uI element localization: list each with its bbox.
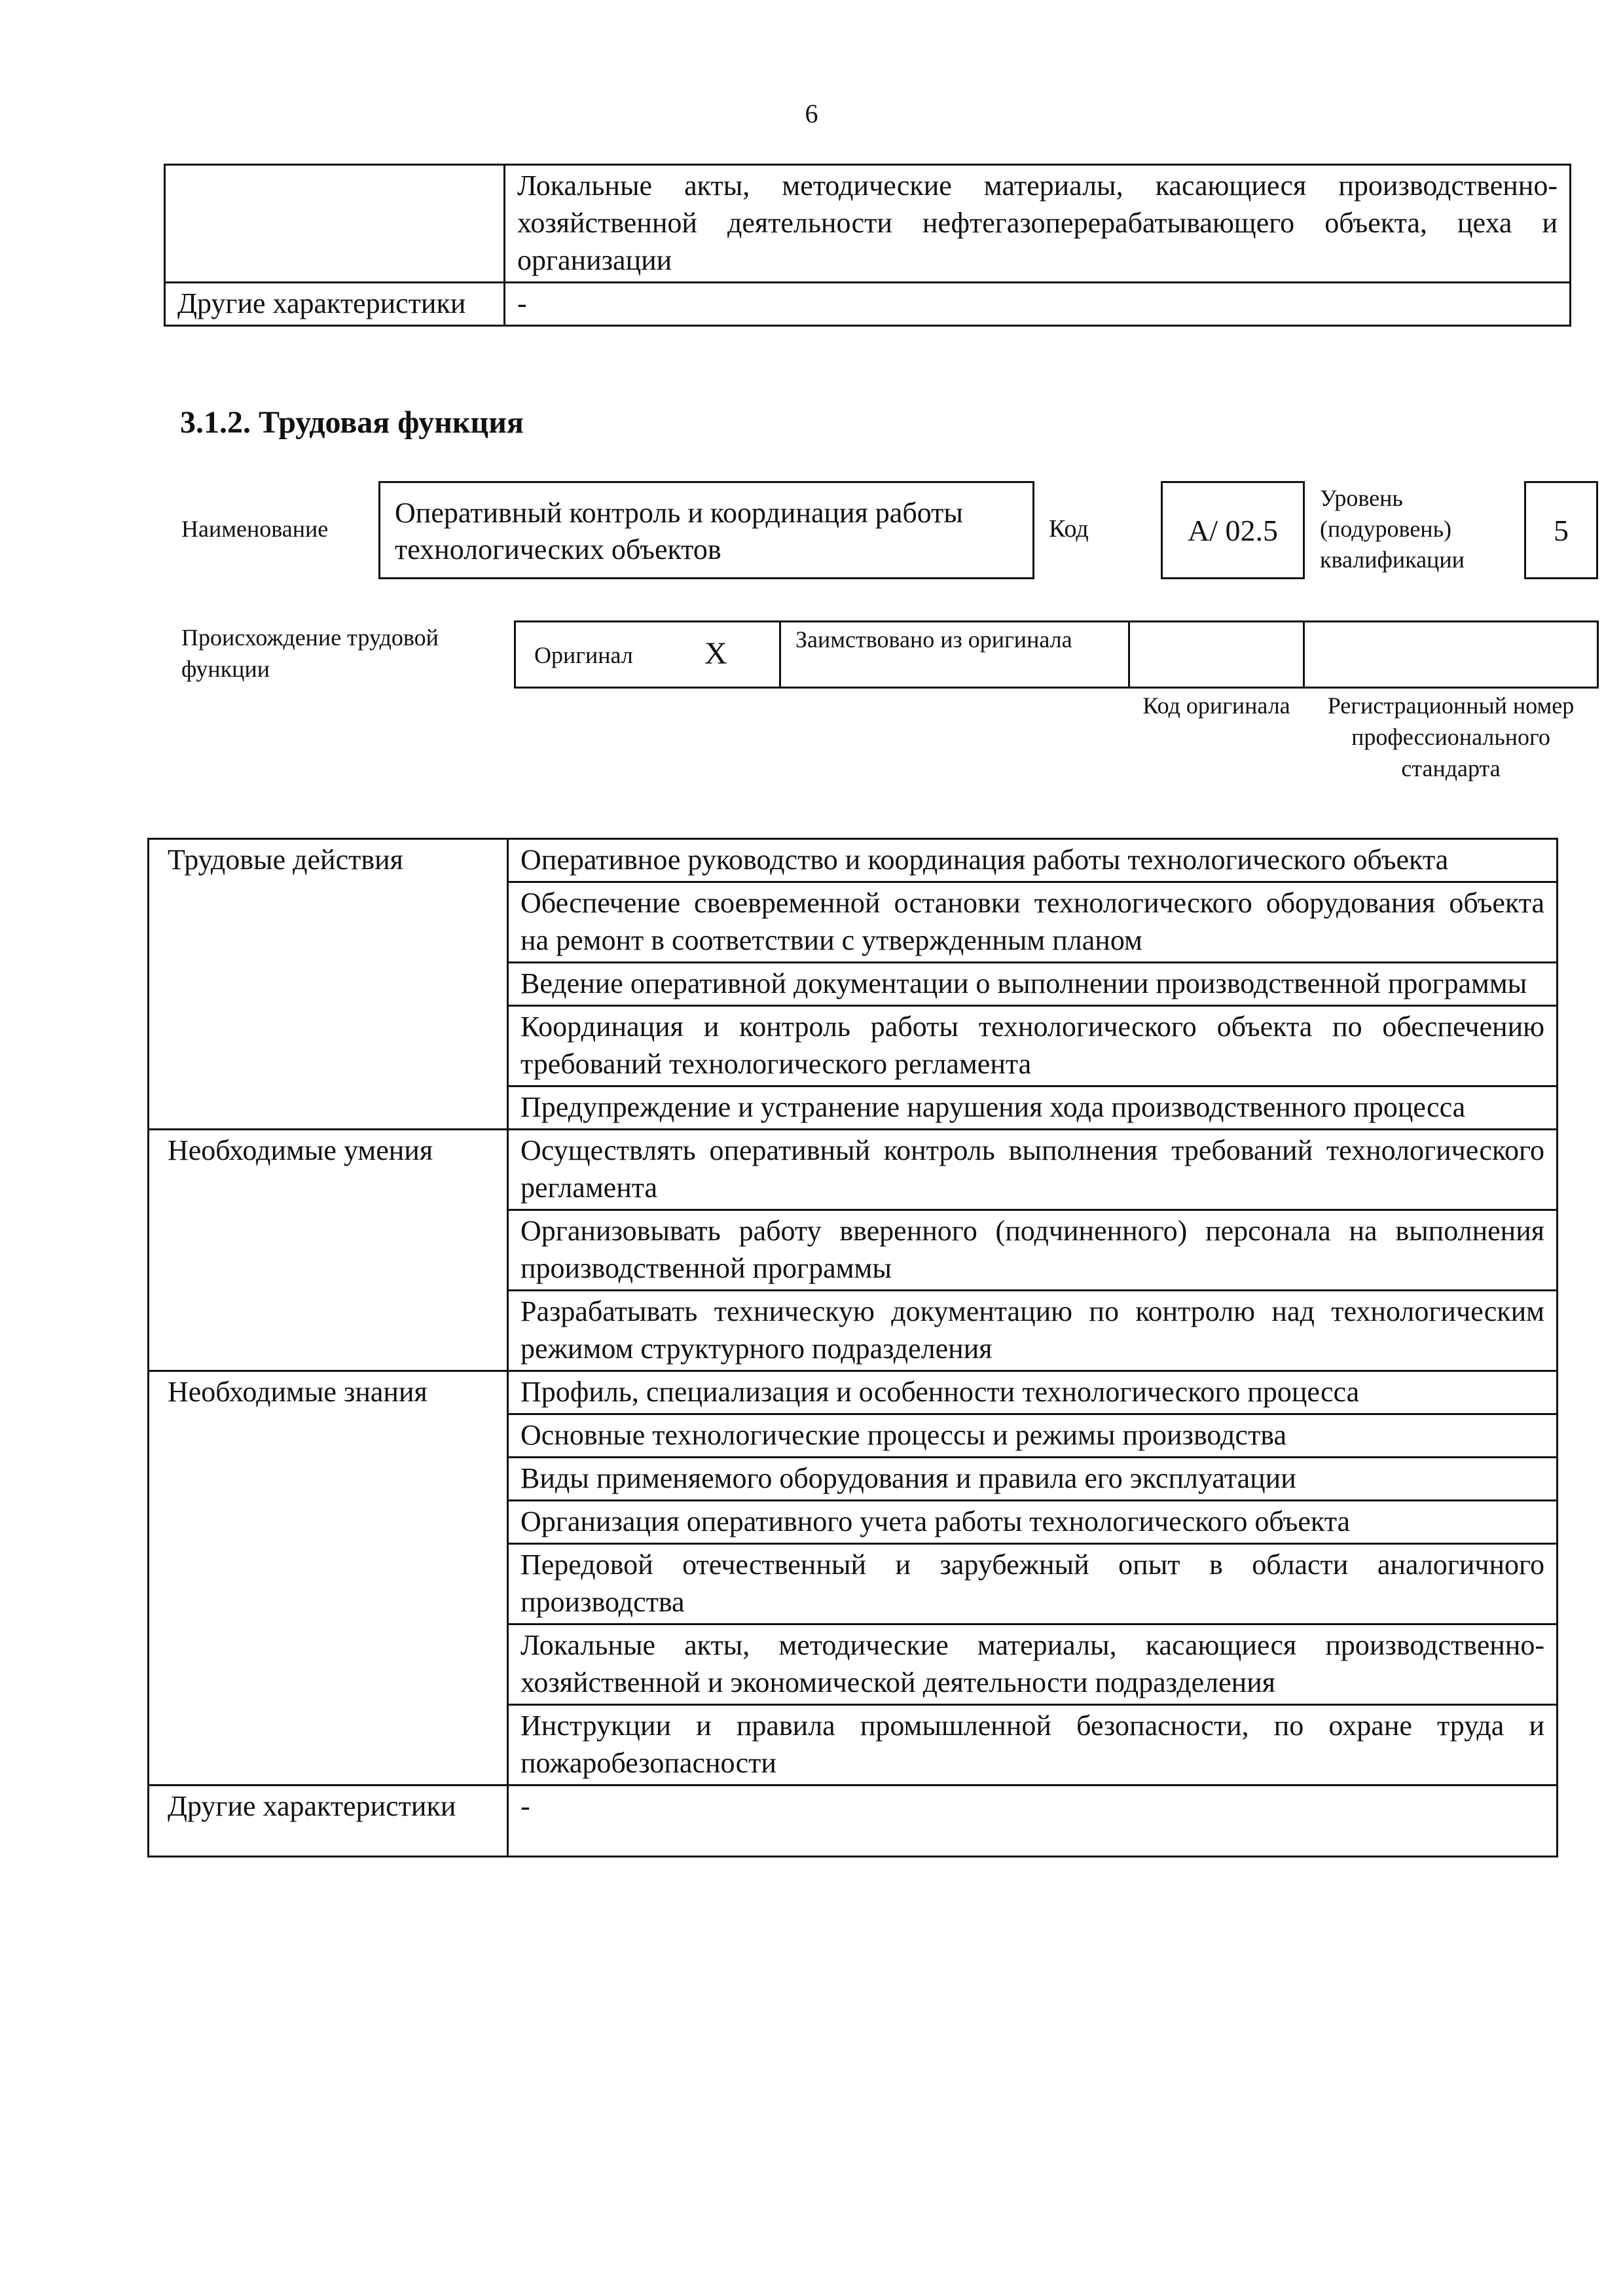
table-row bbox=[149, 1785, 1558, 1857]
original-cell bbox=[514, 620, 781, 689]
knowledge-item: Организация оперативного учета работы технологического объекта bbox=[508, 1501, 1558, 1544]
reg-number-cell bbox=[1303, 620, 1599, 689]
knowledge-item: Инструкции и правила промышленной безопасности, по охране труда и пожаробезопасности bbox=[508, 1705, 1558, 1785]
code-box bbox=[1161, 481, 1305, 579]
original-label: Оригинал bbox=[534, 642, 633, 668]
level-label: Уровень (подуровень) квалификации bbox=[1320, 485, 1465, 573]
function-name: Оперативный контроль и координация работы технологических объектов bbox=[395, 497, 963, 565]
origin-table bbox=[514, 620, 1599, 689]
code-label: Код bbox=[1049, 515, 1089, 543]
page-number: 6 bbox=[805, 99, 818, 128]
code-value: А/ 02.5 bbox=[1188, 514, 1278, 547]
empty-cell bbox=[165, 165, 505, 283]
function-name-box bbox=[378, 481, 1034, 579]
skills-item: Разрабатывать техническую документацию по контролю над технологическим режимом структурного подразделения bbox=[508, 1291, 1558, 1371]
labor-actions-item: Координация и контроль работы технологического объекта по обеспечению требований технологического регламента bbox=[508, 1006, 1558, 1086]
table-cell: Локальные акты, методические материалы, касающиеся производственно-хозяйственной деятельности нефтегазоперерабатывающего объекта, цеха и организации bbox=[505, 165, 1571, 283]
code-original-cell bbox=[1128, 620, 1305, 689]
continuation-table bbox=[164, 164, 1571, 327]
row-label: Другие характеристики bbox=[165, 283, 505, 326]
other-value: - bbox=[508, 1785, 1558, 1857]
knowledge-label: Необходимые знания bbox=[149, 1371, 508, 1785]
labor-actions-item: Обеспечение своевременной остановки технологического оборудования объекта на ремонт в соответствии с утвержденным планом bbox=[508, 882, 1558, 963]
table-row bbox=[149, 1371, 1558, 1414]
knowledge-item: Локальные акты, методические материалы, касающиеся производственно-хозяйственной и экономической деятельности подразделения bbox=[508, 1624, 1558, 1705]
table-cell: - bbox=[505, 283, 1571, 326]
table-row bbox=[149, 1130, 1558, 1210]
knowledge-item: Профиль, специализация и особенности технологического процесса bbox=[508, 1371, 1558, 1414]
skills-item: Осуществлять оперативный контроль выполнения требований технологического регламента bbox=[508, 1130, 1558, 1210]
level-box bbox=[1524, 481, 1598, 579]
name-label: Наименование bbox=[181, 516, 329, 542]
original-mark: X bbox=[704, 636, 727, 671]
borrowed-cell bbox=[779, 620, 1130, 689]
section-title: 3.1.2. Трудовая функция bbox=[180, 405, 524, 440]
other-label: Другие характеристики bbox=[149, 1785, 508, 1857]
borrowed-label: Заимствовано из оригинала bbox=[795, 626, 1072, 653]
table-row bbox=[165, 165, 1571, 283]
code-original-caption: Код оригинала bbox=[1142, 692, 1290, 719]
knowledge-item: Виды применяемого оборудования и правила его эксплуатации bbox=[508, 1458, 1558, 1501]
level-value: 5 bbox=[1554, 514, 1569, 547]
knowledge-item: Передовой отечественный и зарубежный опыт в области аналогичного производства bbox=[508, 1544, 1558, 1624]
skills-label: Необходимые умения bbox=[149, 1130, 508, 1371]
labor-actions-item: Ведение оперативной документации о выполнении производственной программы bbox=[508, 963, 1558, 1006]
labor-actions-item: Предупреждение и устранение нарушения хода производственного процесса bbox=[508, 1086, 1558, 1130]
labor-actions-label: Трудовые действия bbox=[149, 839, 508, 1130]
origin-label: Происхождение трудовой функции bbox=[181, 624, 439, 682]
reg-number-caption: Регистрационный номер профессионального стандарта bbox=[1327, 692, 1575, 781]
table-row bbox=[165, 283, 1571, 326]
labor-actions-item: Оперативное руководство и координация работы технологического объекта bbox=[508, 839, 1558, 882]
knowledge-item: Основные технологические процессы и режимы производства bbox=[508, 1414, 1558, 1458]
table-row bbox=[149, 839, 1558, 882]
labor-function-table bbox=[147, 838, 1558, 1857]
skills-item: Организовывать работу вверенного (подчиненного) персонала на выполнения производственной программы bbox=[508, 1210, 1558, 1291]
